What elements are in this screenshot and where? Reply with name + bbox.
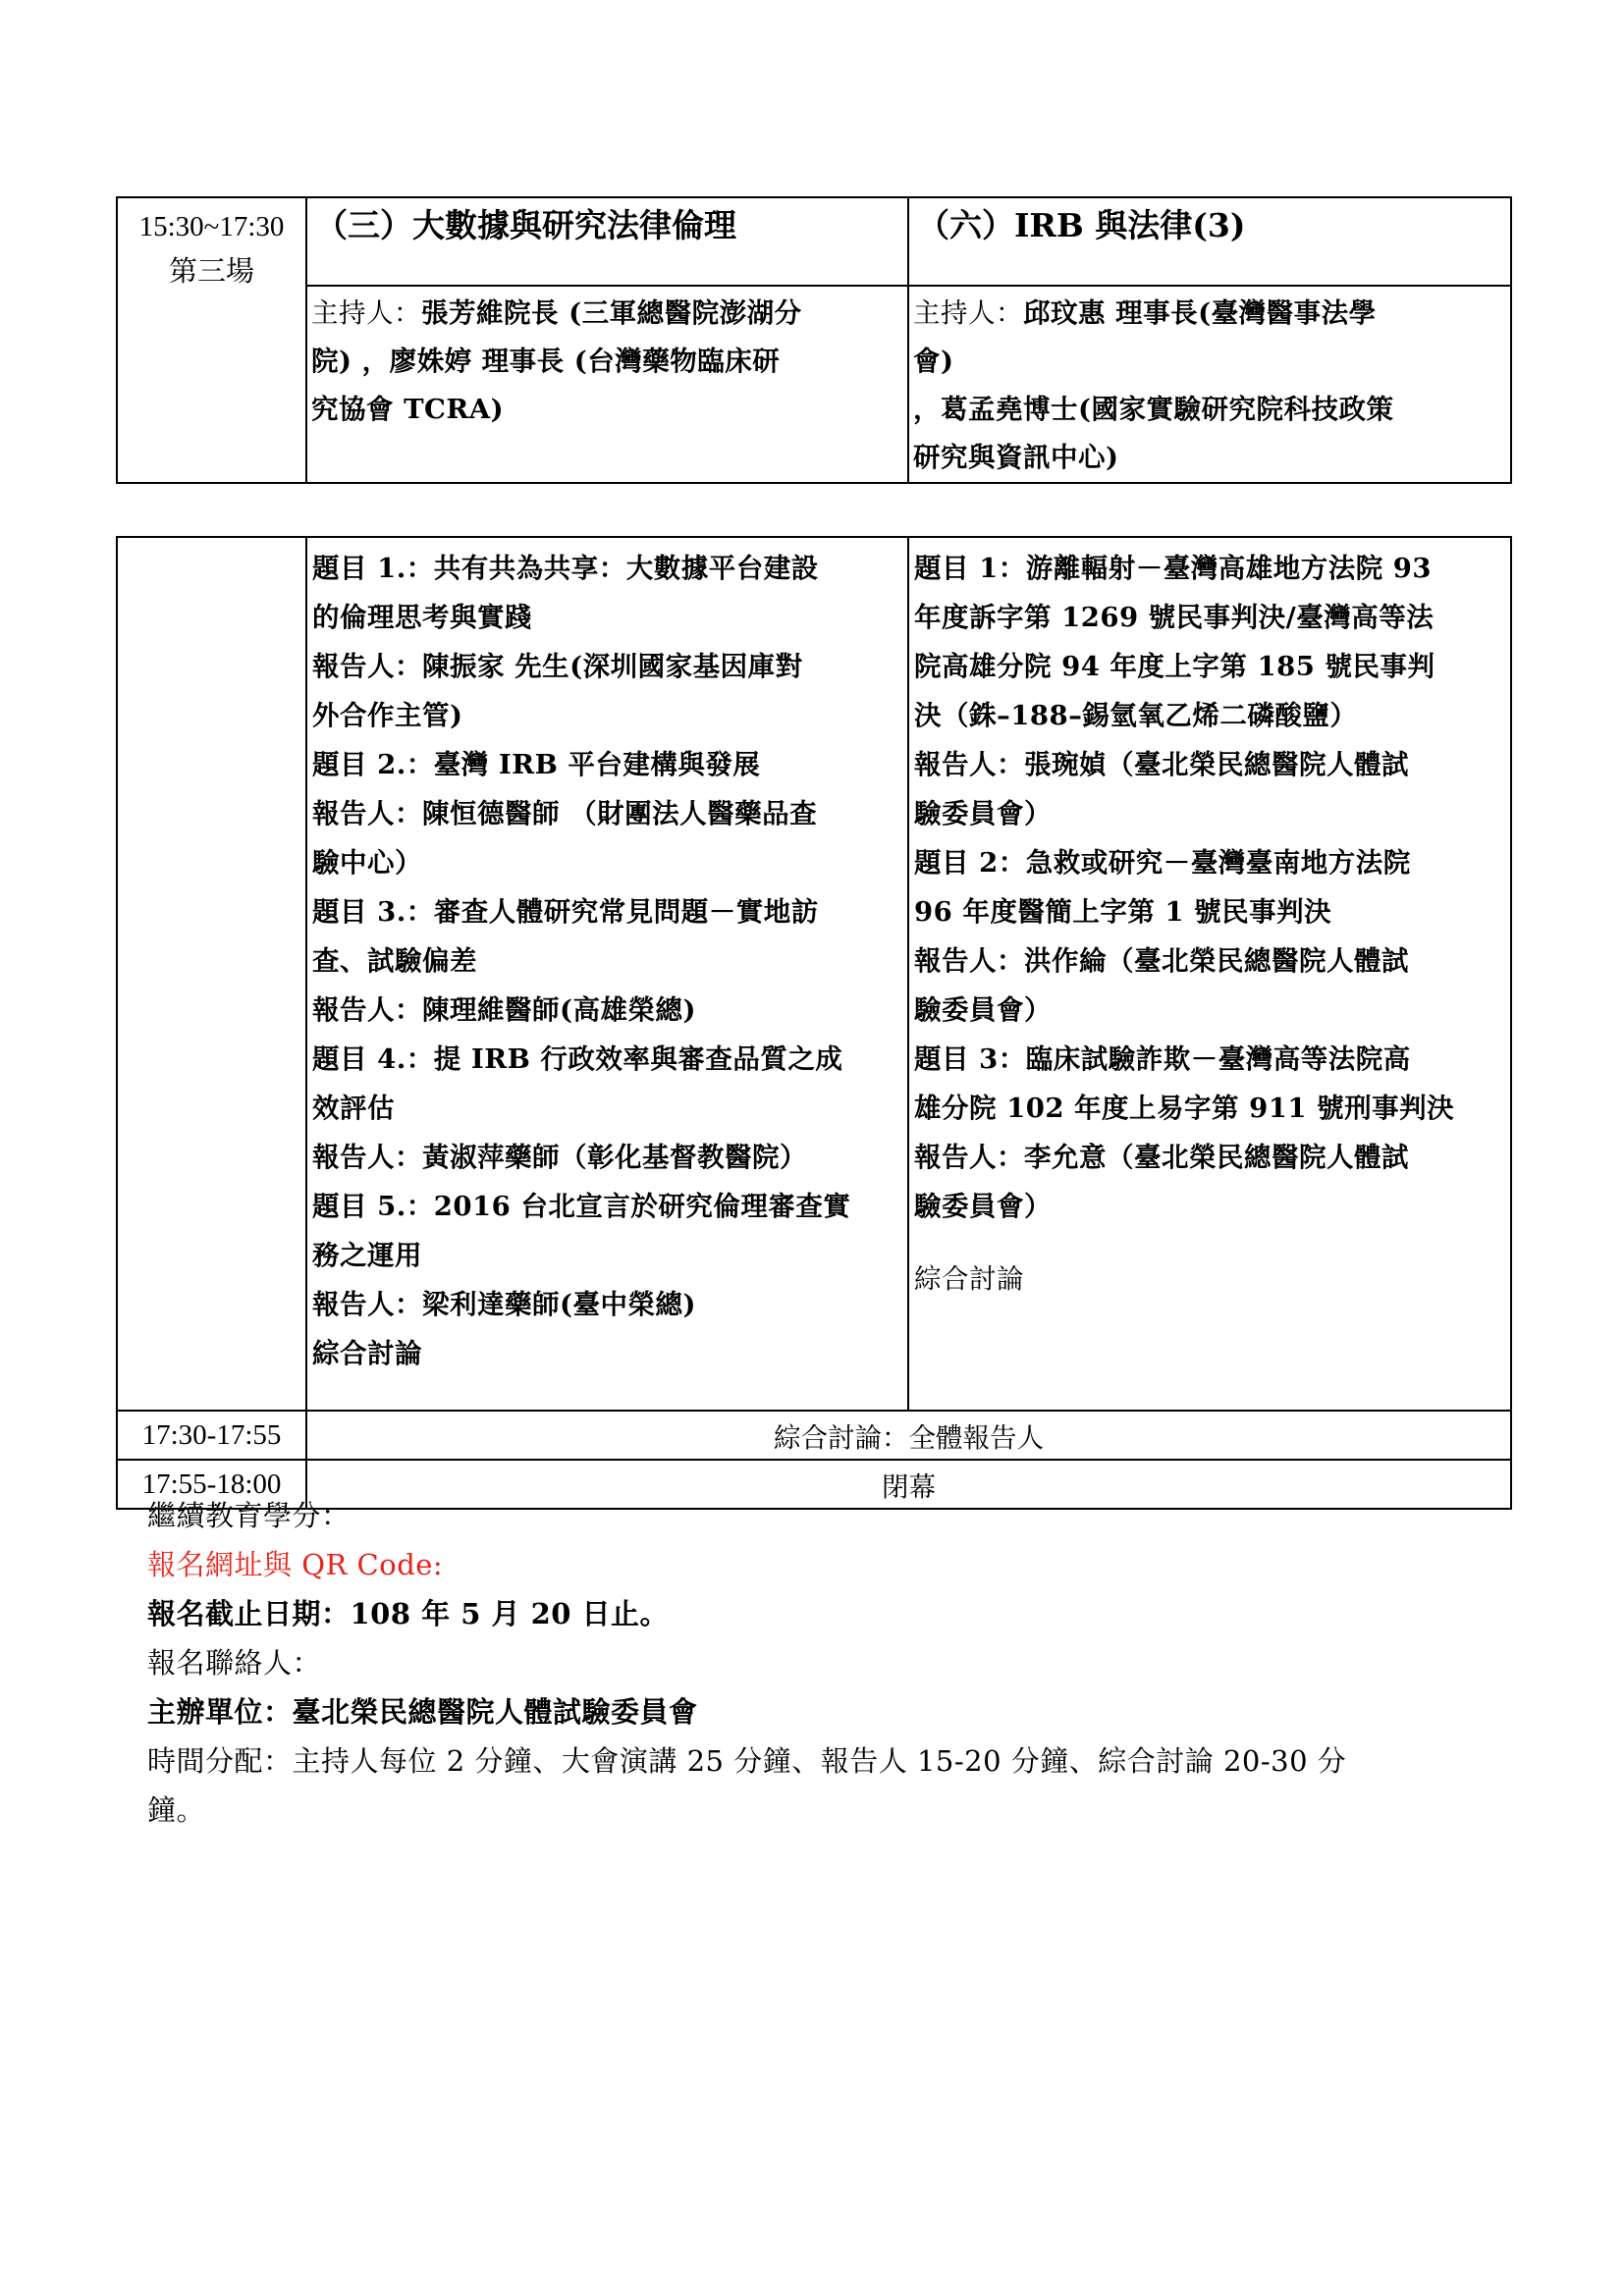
topic-line: 題目 3：臨床試驗詐欺－臺灣高等法院高 <box>914 1043 1411 1075</box>
topics-row <box>117 537 1511 1411</box>
topic-line: 報告人：陳理維醫師(高雄榮總) <box>312 994 697 1026</box>
session-time: 15:30~17:30 <box>138 211 285 242</box>
schedule-content: 閉幕 <box>306 1460 1511 1509</box>
schedule-time: 17:30-17:55 <box>117 1411 306 1460</box>
deadline-note: 報名截止日期：108 年 5 月 20 日止。 <box>147 1597 670 1630</box>
session-host-row <box>117 286 1511 483</box>
topic-line: 效評估 <box>312 1093 395 1124</box>
host-label: 主持人： <box>913 297 1023 329</box>
topic-line: 驗委員會） <box>914 994 1052 1026</box>
topic-line: 外合作主管) <box>312 700 463 731</box>
track-b-topics <box>908 537 1511 1411</box>
topic-line: 96 年度醫簡上字第 1 號民事判決 <box>914 896 1332 928</box>
registration-url-note: 報名網址與 QR Code: <box>147 1548 444 1581</box>
host-line: 研究與資訊中心) <box>913 442 1119 473</box>
notes-section <box>147 1491 1522 1835</box>
topics-table <box>116 536 1512 1510</box>
topic-line: 報告人：洪作綸（臺北榮民總醫院人體試 <box>914 945 1409 977</box>
schedule-time: 17:55-18:00 <box>117 1460 306 1509</box>
topic-line: 題目 4.：提 IRB 行政效率與審查品質之成 <box>312 1043 843 1075</box>
time-allocation-note-cont: 鐘。 <box>147 1793 206 1827</box>
session-title-row <box>117 197 1511 286</box>
credits-note: 繼續教育學分： <box>147 1499 351 1532</box>
topic-line: 的倫理思考與實踐 <box>312 602 532 633</box>
host-line: 張芳維院長 (三軍總醫院澎湖分 <box>421 297 802 329</box>
topic-line: 報告人：陳恒德醫師 （財團法人醫藥品查 <box>312 798 818 829</box>
host-line: 究協會 TCRA) <box>311 394 505 425</box>
topic-line: 題目 2.：臺灣 IRB 平台建構與發展 <box>312 749 761 780</box>
topic-line: 題目 5.：2016 台北宣言於研究倫理審查實 <box>312 1191 851 1222</box>
contact-note: 報名聯絡人： <box>147 1646 322 1680</box>
track-b-host <box>908 286 1511 483</box>
host-label: 主持人： <box>311 297 421 329</box>
empty-time-cell <box>117 537 306 1411</box>
topic-line: 驗委員會） <box>914 1191 1052 1222</box>
topic-line: 報告人：張琬媜（臺北榮民總醫院人體試 <box>914 749 1409 780</box>
topic-line: 報告人：陳振家 先生(深圳國家基因庫對 <box>312 651 803 682</box>
topic-line: 查、試驗偏差 <box>312 945 477 977</box>
topic-line: 題目 1.：共有共為共享：大數據平台建設 <box>312 553 819 584</box>
schedule-row <box>117 1411 1511 1460</box>
topic-line: 題目 3.：審查人體研究常見問題－實地訪 <box>312 896 819 928</box>
track-b-title: （六）IRB 與法律(3) <box>908 197 1511 286</box>
topic-line: 題目 1：游離輻射－臺灣高雄地方法院 93 <box>914 553 1433 584</box>
session-header-table <box>116 196 1512 484</box>
session-time-cell <box>117 197 306 483</box>
topic-line: 驗委員會） <box>914 798 1052 829</box>
topic-line: 雄分院 102 年度上易字第 911 號刑事判決 <box>914 1093 1455 1124</box>
topic-line: 年度訴字第 1269 號民事判決/臺灣高等法 <box>914 602 1435 633</box>
spacer <box>914 1231 1507 1255</box>
topic-line: 報告人：李允意（臺北榮民總醫院人體試 <box>914 1142 1409 1173</box>
track-a-title: （三）大數據與研究法律倫理 <box>306 197 908 286</box>
topic-line: 驗中心） <box>312 847 422 879</box>
topic-line: 院高雄分院 94 年度上字第 185 號民事判 <box>914 651 1435 682</box>
topic-line: 務之運用 <box>312 1240 422 1271</box>
topic-line: 綜合討論 <box>312 1338 422 1369</box>
topic-line: 決（銖–188–錫氫氧乙烯二磷酸鹽） <box>914 700 1358 731</box>
schedule-content: 綜合討論：全體報告人 <box>306 1411 1511 1460</box>
discussion-line: 綜合討論 <box>914 1263 1024 1295</box>
time-allocation-note: 時間分配：主持人每位 2 分鐘、大會演講 25 分鐘、報告人 15-20 分鐘、綜合討論 20-30 分 <box>147 1744 1347 1778</box>
track-a-topics <box>306 537 908 1411</box>
organizer-note: 主辦單位：臺北榮民總醫院人體試驗委員會 <box>147 1695 698 1729</box>
host-line: 邱玟惠 理事長(臺灣醫事法學 <box>1023 297 1377 329</box>
topic-line: 報告人：黃淑萍藥師（彰化基督教醫院） <box>312 1142 807 1173</box>
session-name: 第三場 <box>168 256 254 288</box>
host-line: ，葛孟堯博士(國家實驗研究院科技政策 <box>913 394 1394 425</box>
track-a-host <box>306 286 908 483</box>
host-line: 會) <box>913 346 954 377</box>
topic-line: 報告人：梁利達藥師(臺中榮總) <box>312 1289 697 1320</box>
topic-line: 題目 2：急救或研究－臺灣臺南地方法院 <box>914 847 1411 879</box>
host-line: 院) ，廖姝婷 理事長 (台灣藥物臨床研 <box>311 346 781 377</box>
